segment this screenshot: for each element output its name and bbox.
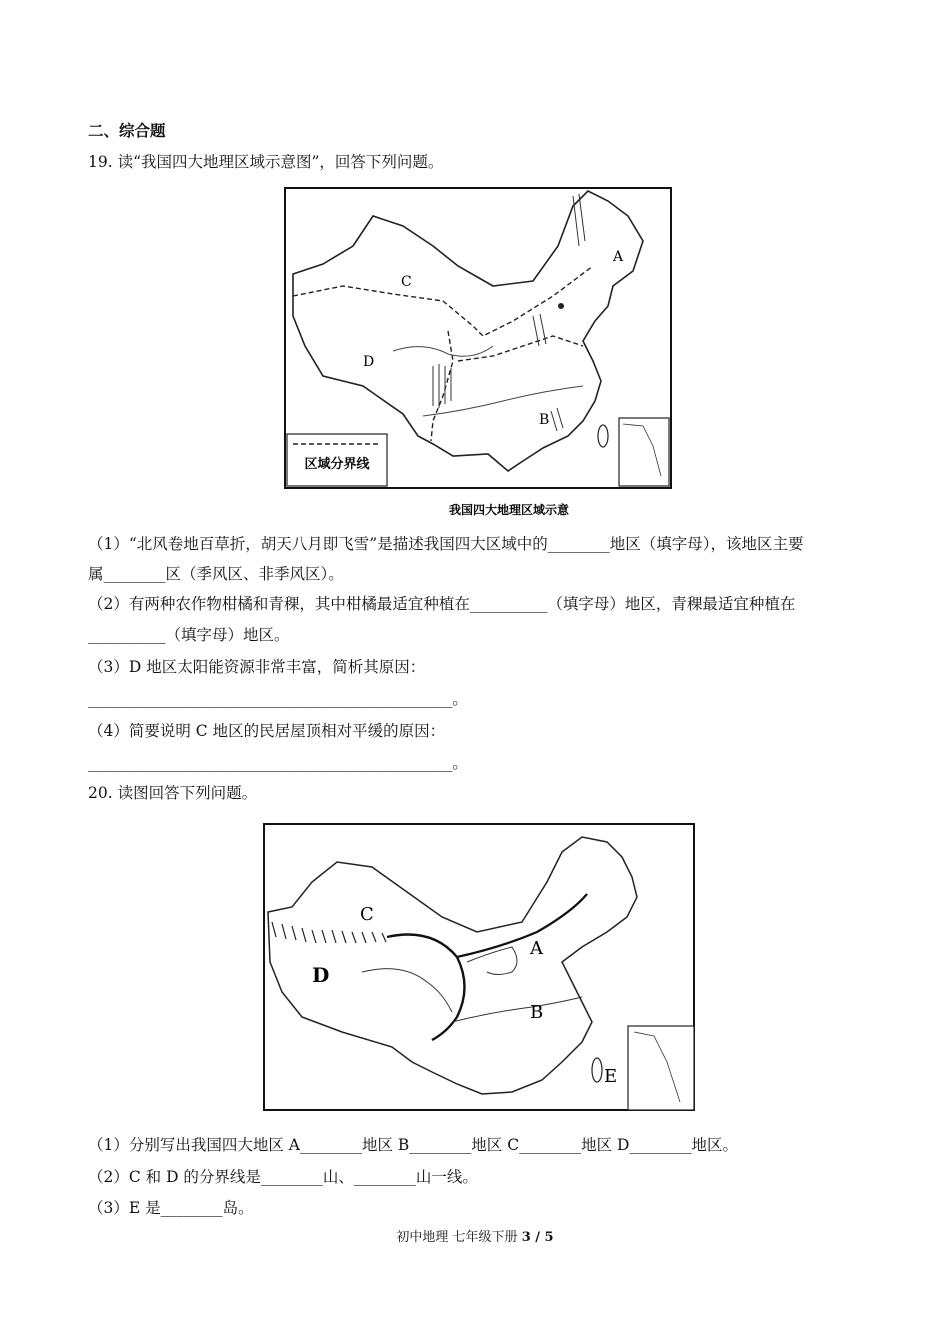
q19-map-legend: 区域分界线 <box>304 457 370 472</box>
q20-sub2: （2）C 和 D 的分界线是________山、________山一线。 <box>88 1168 478 1186</box>
q19-map-label-b: B <box>539 412 550 428</box>
q20-stem: 20. 读图回答下列问题。 <box>88 784 258 802</box>
q20-map-label-e: E <box>604 1066 618 1087</box>
q19-sub4-answer-line: _______________________________________________。 <box>88 754 468 772</box>
q19-map-label-c: C <box>401 274 412 290</box>
q19-stem: 19. 读“我国四大地理区域示意图”，回答下列问题。 <box>88 153 444 171</box>
q19-map <box>283 186 675 526</box>
q19-sub2-line2: __________（填字母）地区。 <box>88 626 290 644</box>
q19-sub1-line2: 属________区（季风区、非季风区）。 <box>88 565 344 583</box>
q19-sub3-answer-line: _______________________________________________。 <box>88 690 468 708</box>
q19-map-label-a: A <box>613 249 624 265</box>
q20-map-label-a: A <box>530 938 543 959</box>
q20-sub3: （3）E 是________岛。 <box>88 1199 254 1217</box>
q20-sub1: （1）分别写出我国四大地区 A________地区 B________地区 C________地区 D________地区。 <box>88 1136 738 1154</box>
q20-map-label-d: D <box>312 963 330 987</box>
q20-map-label-c: C <box>360 904 374 925</box>
q19-map-label-d: D <box>363 354 375 370</box>
q19-sub3: （3）D 地区太阳能资源非常丰富，简析其原因： <box>88 658 426 676</box>
q20-map-label-b: B <box>530 1002 544 1023</box>
q20-map <box>262 822 698 1114</box>
q19-sub4: （4）简要说明 C 地区的民居屋顶相对平缓的原因： <box>88 722 446 740</box>
q19-map-caption: 我国四大地理区域示意 <box>448 503 570 517</box>
page-footer <box>0 1226 950 1245</box>
q19-sub1-line1: （1）“北风卷地百草折，胡天八月即飞雪”是描述我国四大区域中的________地区（填字母），该地区主要 <box>88 535 804 553</box>
footer-text: 初中地理 七年级下册 <box>396 1230 518 1245</box>
section-title: 二、综合题 <box>88 122 166 140</box>
q19-sub2-line1: （2）有两种农作物柑橘和青稞，其中柑橘最适宜种植在__________（填字母）地区，青稞最适宜种植在 <box>88 595 796 613</box>
page-number: 3 / 5 <box>521 1230 554 1245</box>
